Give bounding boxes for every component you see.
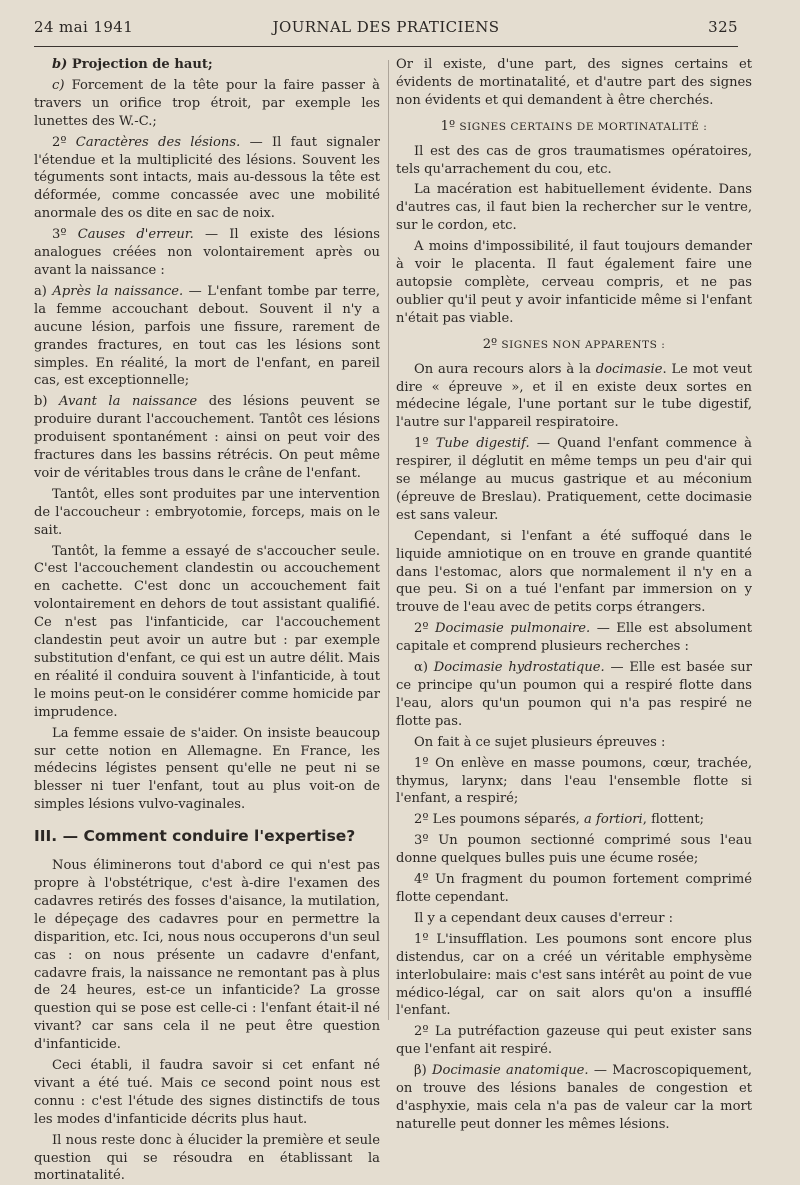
running-header xyxy=(34,18,738,40)
paragraph: 3º Causes d'erreur. — Il existe des lésions analogues créées non volontairement après ou avant la naissance : xyxy=(34,227,381,278)
paragraph: Or il existe, d'une part, des signes certains et évidents de mortinatalité, et d'autre part des signes non évidents et qui demandent à être cherchés. xyxy=(396,57,752,108)
paragraph: 2º Les poumons séparés, a fortiori, flottent; xyxy=(414,812,705,828)
paragraph: Nous éliminerons tout d'abord ce qui n'est pas propre à l'obstétrique, c'est à-dire l'examen des cadavres retirés des fosses d'aisance, la mutilation, le dépeçage des cadavres pour en permettre la disparition, etc. Ici, nous nous occuperons d'un seul cas : on nous présente un cadavre d'enfant, cadavre frais, la naissance ne remontant pas à plus de 24 heures, est-ce un infanticide? La grosse question qui se pose est celle-ci : l'enfant était-il né vivant? car sans cela il ne peut être question d'infanticide. xyxy=(34,858,380,1053)
paragraph: c) Forcement de la tête pour la faire passer à travers un orifice trop étroit, par exemple les lunettes des W.-C.; xyxy=(34,77,380,129)
section-heading: III. — Comment conduire l'expertise? xyxy=(34,827,356,846)
paragraph: b) Projection de haut; xyxy=(52,57,213,72)
subheading: 2º SIGNES NON APPARENTS : xyxy=(482,336,666,352)
paragraph: On aura recours alors à la docimasie. Le mot veut dire « épreuve », et il en existe deux sortes en médecine légale, l'une portant sur le tube digestif, l'autre sur l'appareil respiratoire. xyxy=(396,361,752,431)
header-rule xyxy=(34,46,738,47)
paragraph: Tantôt, la femme a essayé de s'accoucher seule. C'est l'accouchement clandestin ou accouchement en cachette. C'est donc un accouchement fait volontairement en dehors de tout assistant qualifié. Ce n'est pas l'infanticide, car l'accouchement clandestin peut avoir un autre but : par exemple substitution d'enfant, ce qui est un autre délit. Mais en réalité il conduira souvent à l'infanticide, à tout le moins peut-on le considérer comme homicide par imprudence. xyxy=(34,543,380,720)
right-column xyxy=(396,56,753,1132)
journal-title: JOURNAL DES PRATICIENS xyxy=(272,18,500,36)
paragraph: α) Docimasie hydrostatique. — Elle est basée sur ce principe qu'un poumon qui a respiré flotte dans l'eau, alors qu'un poumon qui n'a pas respiré ne flotte pas. xyxy=(396,660,752,729)
paragraph: Il y a cependant deux causes d'erreur : xyxy=(414,910,674,926)
paragraph: La femme essaie de s'aider. On insiste beaucoup sur cette notion en Allemagne. En France, les médecins légistes pensent qu'elle ne peut ni se blesser ni tuer l'enfant, tout au plus voit-on de simples lésions vulvo-vaginales. xyxy=(34,725,380,813)
paragraph: Il nous reste donc à élucider la première et seule question qui se résoudra en établissant la mortinatalité. xyxy=(34,1132,380,1184)
paragraph: On fait à ce sujet plusieurs épreuves : xyxy=(414,734,666,750)
paragraph: Cependant, si l'enfant a été suffoqué dans le liquide amniotique on en trouve en grande quantité dans l'estomac, alors que normalement il n'y en a que peu. Si on a tué l'enfant par immersion on y trouve de l'eau avec de petits corps étrangers. xyxy=(396,528,752,616)
paragraph: 2º Caractères des lésions. — Il faut signaler l'étendue et la multiplicité des lésions. Souvent les téguments sont intacts, mais au-dessous la tête est déformée, comme concassée avec une mobilité anormale des os dite en sac de noix. xyxy=(34,134,380,222)
paragraph: a) Après la naissance. — L'enfant tombe par terre, la femme accouchant debout. Souvent il n'y a aucune lésion, parfois une fissure, rarement de grandes fractures, en tout cas les lésions sont simples. En réalité, la mort de l'enfant, en pareil cas, est exceptionnelle; xyxy=(34,283,380,389)
left-column xyxy=(34,56,381,1184)
issue-date: 24 mai 1941 xyxy=(34,18,134,36)
paragraph: 1º On enlève en masse poumons, cœur, trachée, thymus, larynx; dans l'eau l'ensemble flotte si l'enfant, a respiré; xyxy=(396,755,752,807)
paragraph: 4º Un fragment du poumon fortement comprimé flotte cependant. xyxy=(396,872,752,905)
page-number: 325 xyxy=(708,18,738,36)
paragraph: β) Docimasie anatomique. — Macroscopiquement, on trouve des lésions banales de congestion et d'asphyxie, mais cela n'a pas de valeur car la mort naturelle peut donner les mêmes lésions. xyxy=(396,1063,753,1132)
paragraph: 3º Un poumon sectionné comprimé sous l'eau donne quelques bulles puis une écume rosée; xyxy=(396,833,752,867)
paragraph: Tantôt, elles sont produites par une intervention de l'accoucheur : embryotomie, forceps, mais on le sait. xyxy=(34,486,380,538)
paragraph: 1º L'insufflation. Les poumons sont encore plus distendus, car on a créé un véritable emphysème interlobulaire: mais c'est sans intérêt au point de vue médico-légal, car on sait alors qu'on a insufflé l'enfant. xyxy=(396,931,752,1019)
paragraph: La macération est habituellement évidente. Dans d'autres cas, il faut bien la rechercher sur le ventre, sur le cordon, etc. xyxy=(396,182,752,234)
column-divider xyxy=(388,60,389,1020)
paragraph: 2º La putréfaction gazeuse qui peut exister sans que l'enfant ait respiré. xyxy=(396,1024,752,1058)
paragraph: A moins d'impossibilité, il faut toujours demander à voir le placenta. Il faut également faire une autopsie complète, cerveau compris, et ne pas oublier qu'il peut y avoir infanticide même si l'enfant n'était pas viable. xyxy=(396,239,752,326)
subheading: 1º SIGNES CERTAINS DE MORTINATALITÉ : xyxy=(440,118,708,134)
paragraph: Il est des cas de gros traumatismes opératoires, tels qu'arrachement du cou, etc. xyxy=(396,143,752,177)
paragraph: Ceci établi, il faudra savoir si cet enfant né vivant a été tué. Mais ce second point nous est connu : c'est l'étude des signes distinctifs de tous les modes d'infanticide décrits plus haut. xyxy=(34,1058,380,1127)
paragraph: 2º Docimasie pulmonaire. — Elle est absolument capitale et comprend plusieurs recherches : xyxy=(396,621,752,655)
paragraph: 1º Tube digestif. — Quand l'enfant commence à respirer, il déglutit en même temps un peu d'air qui se mélange au mucus gastrique et au méconium (épreuve de Breslau). Pratiquement, cette docimasie est sans valeur. xyxy=(396,436,752,523)
paragraph: b) Avant la naissance des lésions peuvent se produire durant l'accouchement. Tantôt ces lésions produisent spontanément : ainsi on peut voir des fractures dans les bassins rétrécis. On peut même voir de véritables trous dans le crâne de l'enfant. xyxy=(34,394,380,481)
